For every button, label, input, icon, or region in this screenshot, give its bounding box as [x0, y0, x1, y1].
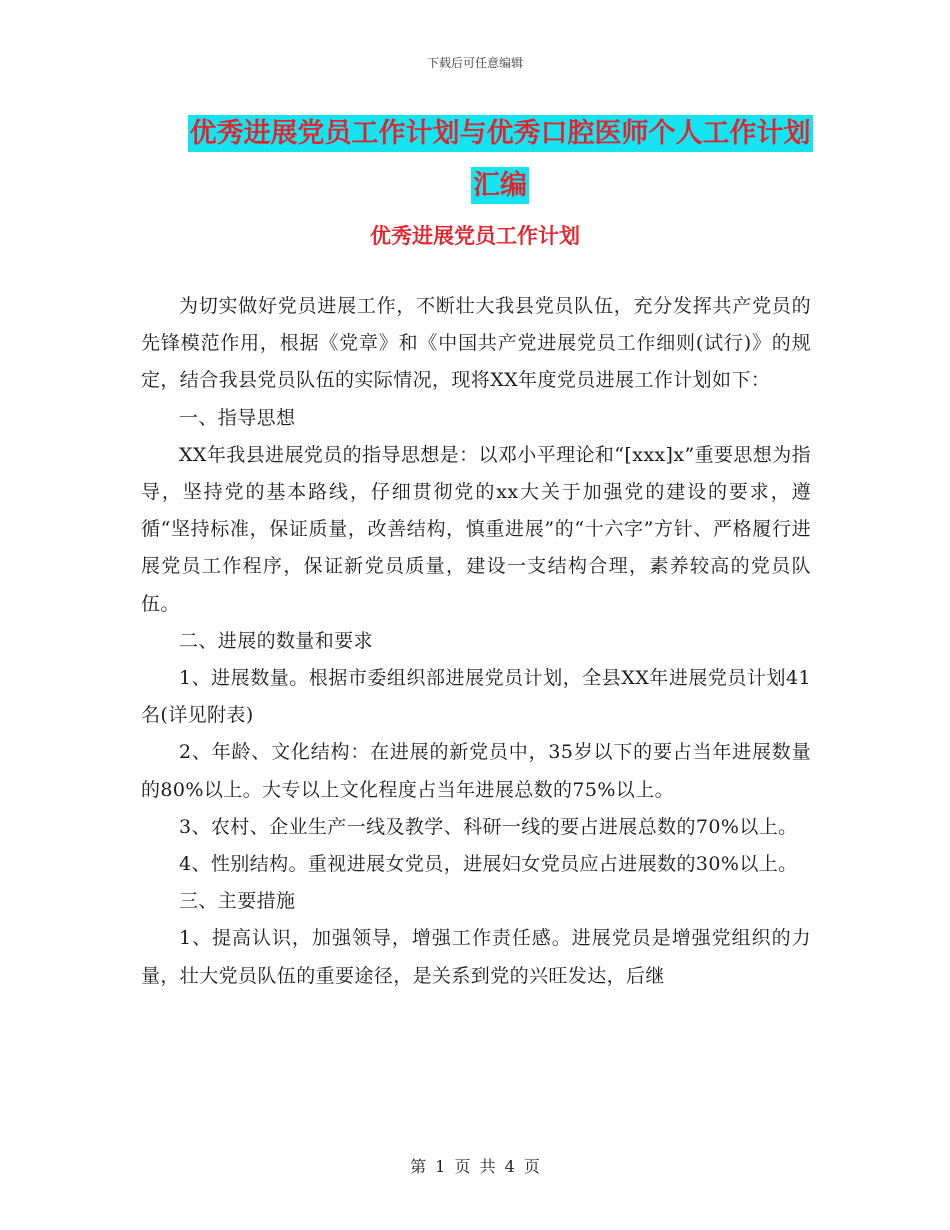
- paragraph-intro: 为切实做好党员进展工作，不断壮大我县党员队伍，充分发挥共产党员的先锋模范作用，根据《党章》和《中国共产党进展党员工作细则(试行)》的规定，结合我县党员队伍的实际情况，现将XX年度党员进展工作计划如下：: [141, 295, 811, 392]
- paragraph-guiding-thought: XX年我县进展党员的指导思想是：以邓小平理论和“[xxx]x”重要思想为指导，坚持党的基本路线，仔细贯彻党的xx大关于加强党的建设的要求，遵循“坚持标准，保证质量，改善结构，慎重进展”的“十六字”方针、严格履行进展党员工作程序，保证新党员质量，建设一支结构合理，素养较高的党员队伍。: [141, 443, 811, 615]
- paragraph-quantity: 1、进展数量。根据市委组织部进展党员计划，全县XX年进展党员计划41名(详见附表): [141, 667, 811, 727]
- section-title: 优秀进展党员工作计划: [370, 224, 580, 248]
- paragraph-age-education: 2、年龄、文化结构：在进展的新党员中，35岁以下的要占当年进展数量的80%以上。大专以上文化程度占当年进展总数的75%以上。: [141, 741, 811, 801]
- document-body: [141, 288, 811, 995]
- page-header-note: 下载后可任意编辑: [426, 56, 523, 70]
- heading-quantity-requirements: 二、进展的数量和要求: [179, 629, 374, 652]
- paragraph-frontline: 3、农村、企业生产一线及教学、科研一线的要占进展总数的70%以上。: [179, 815, 798, 838]
- document-title: [180, 108, 820, 212]
- page-number-footer: 第 1 页 共 4 页: [410, 1157, 540, 1176]
- paragraph-gender: 4、性别结构。重视进展女党员，进展妇女党员应占进展数的30%以上。: [179, 853, 798, 876]
- heading-main-measures: 三、主要措施: [179, 890, 296, 913]
- document-title-text: 优秀进展党员工作计划与优秀口腔医师个人工作计划汇编: [188, 115, 813, 204]
- heading-guiding-thought: 一、指导思想: [179, 406, 296, 429]
- paragraph-measure-1: 1、提高认识，加强领导，增强工作责任感。进展党员是增强党组织的力量，壮大党员队伍的重要途径，是关系到党的兴旺发达，后继: [141, 927, 811, 987]
